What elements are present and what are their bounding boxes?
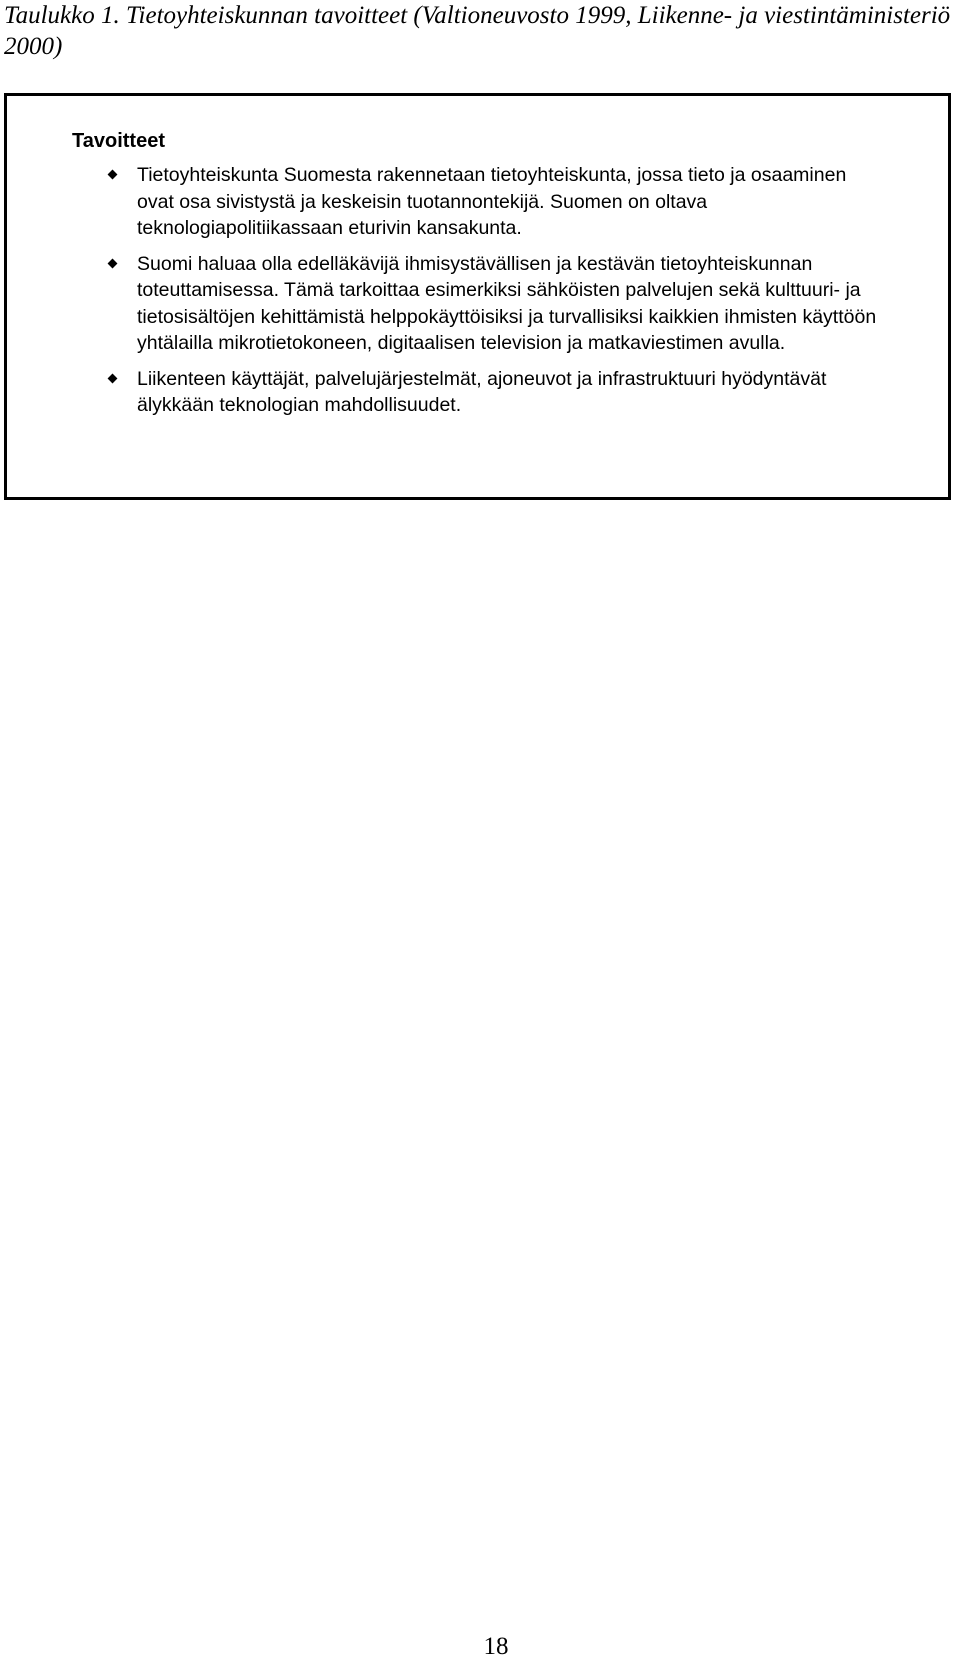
goals-heading: Tavoitteet — [72, 130, 165, 152]
list-item-text: Suomi haluaa olla edelläkävijä ihmisystävällisen ja kestävän tietoyhteiskunnan toteuttamisessa. Tämä tarkoittaa esimerkiksi sähköisten palvelujen sekä kulttuuri- ja tietosisältöjen kehittämistä helppokäyttöisiksi ja turvallisiksi kaikkien ihmisten käyttöön yhtälailla mikrotietokoneen, digitaalisen television ja matkaviestimen avulla. — [137, 252, 877, 354]
page-number: 18 — [483, 1633, 509, 1660]
list-item — [7, 251, 948, 357]
list-item-text: Liikenteen käyttäjät, palvelujärjestelmät, ajoneuvot ja infrastruktuuri hyödyntävät älykkään teknologian mahdollisuudet. — [137, 367, 827, 416]
diamond-bullet-icon — [108, 373, 118, 383]
table-caption: Taulukko 1. Tietoyhteiskunnan tavoitteet (Valtioneuvosto 1999, Liikenne- ja viestintäministeriö 2000) — [4, 2, 951, 60]
list-item-text: Tietoyhteiskunta Suomesta rakennetaan tietoyhteiskunta, jossa tieto ja osaaminen ovat osa sivistystä ja keskeisin tuotannontekijä. Suomen on oltava teknologiapolitiikassaan eturivin kansakunta. — [137, 164, 847, 239]
list-item — [7, 366, 948, 419]
goals-box — [4, 93, 951, 500]
diamond-bullet-icon — [108, 170, 118, 180]
list-item — [7, 162, 948, 242]
diamond-bullet-icon — [108, 258, 118, 268]
goals-list — [7, 162, 948, 428]
